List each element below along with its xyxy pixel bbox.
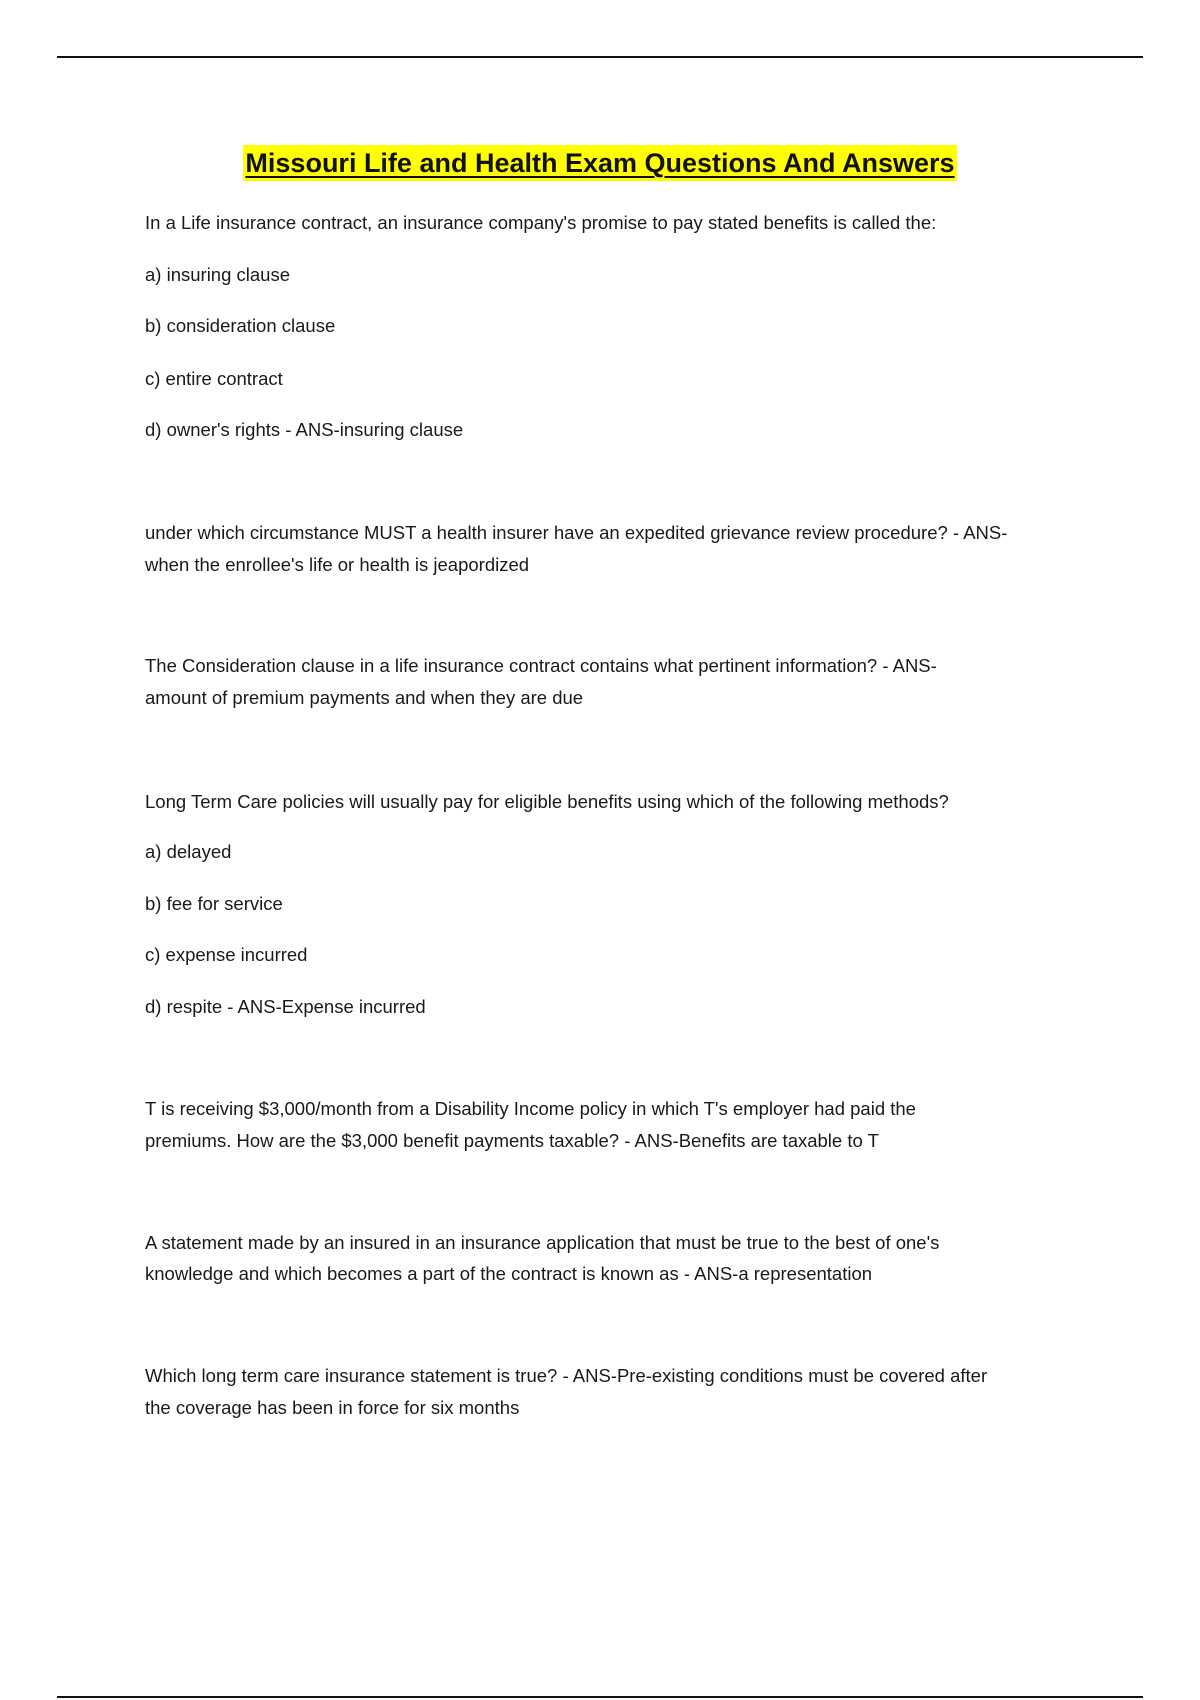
question-4-option-c: c) expense incurred [145,944,308,965]
question-7-text: Which long term care insurance statement is true? - ANS-Pre-existing conditions must be covered after [145,1365,988,1386]
question-6-text: A statement made by an insured in an insurance application that must be true to the best of one's [145,1232,940,1253]
top-rule [57,56,1143,58]
title-container [0,145,1200,181]
bottom-rule [57,1696,1143,1698]
document-title: Missouri Life and Health Exam Questions And Answers [243,145,956,181]
question-1-option-d-answer: d) owner's rights - ANS-insuring clause [145,419,464,440]
question-5-answer: premiums. How are the $3,000 benefit payments taxable? - ANS-Benefits are taxable to T [145,1130,879,1151]
question-6-answer: knowledge and which becomes a part of the contract is known as - ANS-a representation [145,1263,873,1284]
question-4-option-a: a) delayed [145,841,232,862]
question-1-text: In a Life insurance contract, an insurance company's promise to pay stated benefits is called the: [145,212,937,233]
question-7-answer: the coverage has been in force for six months [145,1397,520,1418]
question-3-text: The Consideration clause in a life insurance contract contains what pertinent information? - ANS- [145,655,937,676]
question-2-answer: when the enrollee's life or health is jeapordized [145,554,530,575]
question-5-text: T is receiving $3,000/month from a Disability Income policy in which T's employer had paid the [145,1098,916,1119]
question-1-option-b: b) consideration clause [145,315,336,336]
question-2-text: under which circumstance MUST a health insurer have an expedited grievance review procedure? - ANS- [145,522,1008,543]
question-4-option-d-answer: d) respite - ANS-Expense incurred [145,996,426,1017]
question-1-option-c: c) entire contract [145,368,283,389]
question-1-option-a: a) insuring clause [145,264,290,285]
question-4-text: Long Term Care policies will usually pay for eligible benefits using which of the following methods? [145,791,949,812]
question-3-answer: amount of premium payments and when they are due [145,687,584,708]
question-4-option-b: b) fee for service [145,893,283,914]
